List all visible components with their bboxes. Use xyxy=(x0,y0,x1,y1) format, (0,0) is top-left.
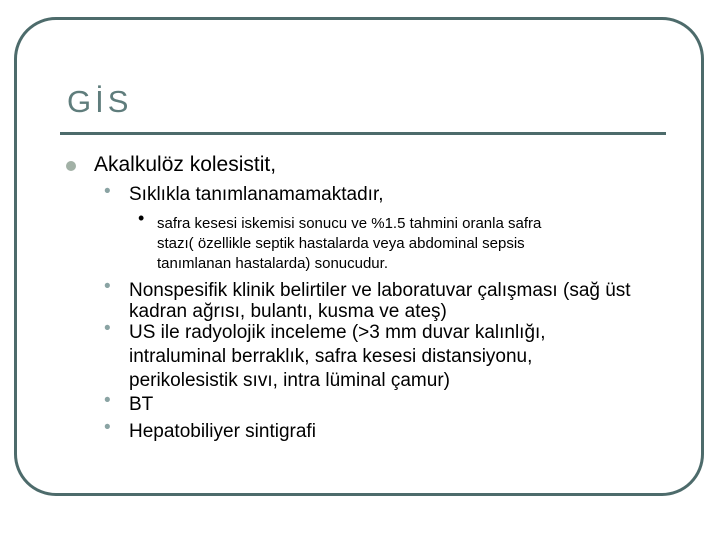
bullet-hepatobiliyer: Hepatobiliyer sintigrafi xyxy=(129,421,316,442)
bullet-dot-level2: • xyxy=(104,417,111,438)
bullet-us-line1: US ile radyolojik inceleme (>3 mm duvar kalınlığı, xyxy=(129,322,546,343)
bullet-siklikla: Sıklıkla tanımlanamamaktadır, xyxy=(129,184,384,205)
bullet-safra-line1: safra kesesi iskemisi sonucu ve %1.5 tahmini oranla safra xyxy=(157,215,542,232)
slide-title: GİS xyxy=(67,84,133,119)
bullet-dot-level2: • xyxy=(104,276,111,297)
bullet-dot-level3: • xyxy=(138,208,145,228)
bullet-dot-level1 xyxy=(66,161,76,171)
bullet-us-line2: intraluminal berraklık, safra kesesi distansiyonu, xyxy=(129,346,533,367)
bullet-safra-line2: stazı( özellikle septik hastalarda veya abdominal sepsis xyxy=(157,235,525,252)
bullet-akalkuloz: Akalkulöz kolesistit, xyxy=(94,153,277,176)
bullet-nonspesifik-line1: Nonspesifik klinik belirtiler ve laboratuvar çalışması (sağ üst xyxy=(129,280,631,301)
title-divider xyxy=(60,132,666,135)
bullet-us-line3: perikolesistik sıvı, intra lüminal çamur) xyxy=(129,370,450,391)
bullet-nonspesifik-line2: kadran ağrısı, bulantı, kusma ve ateş) xyxy=(129,301,447,322)
bullet-dot-level2: • xyxy=(104,181,111,202)
bullet-bt: BT xyxy=(129,394,154,415)
bullet-dot-level2: • xyxy=(104,318,111,339)
bullet-dot-level2: • xyxy=(104,390,111,411)
bullet-safra-line3: tanımlanan hastalarda) sonucudur. xyxy=(157,255,388,272)
